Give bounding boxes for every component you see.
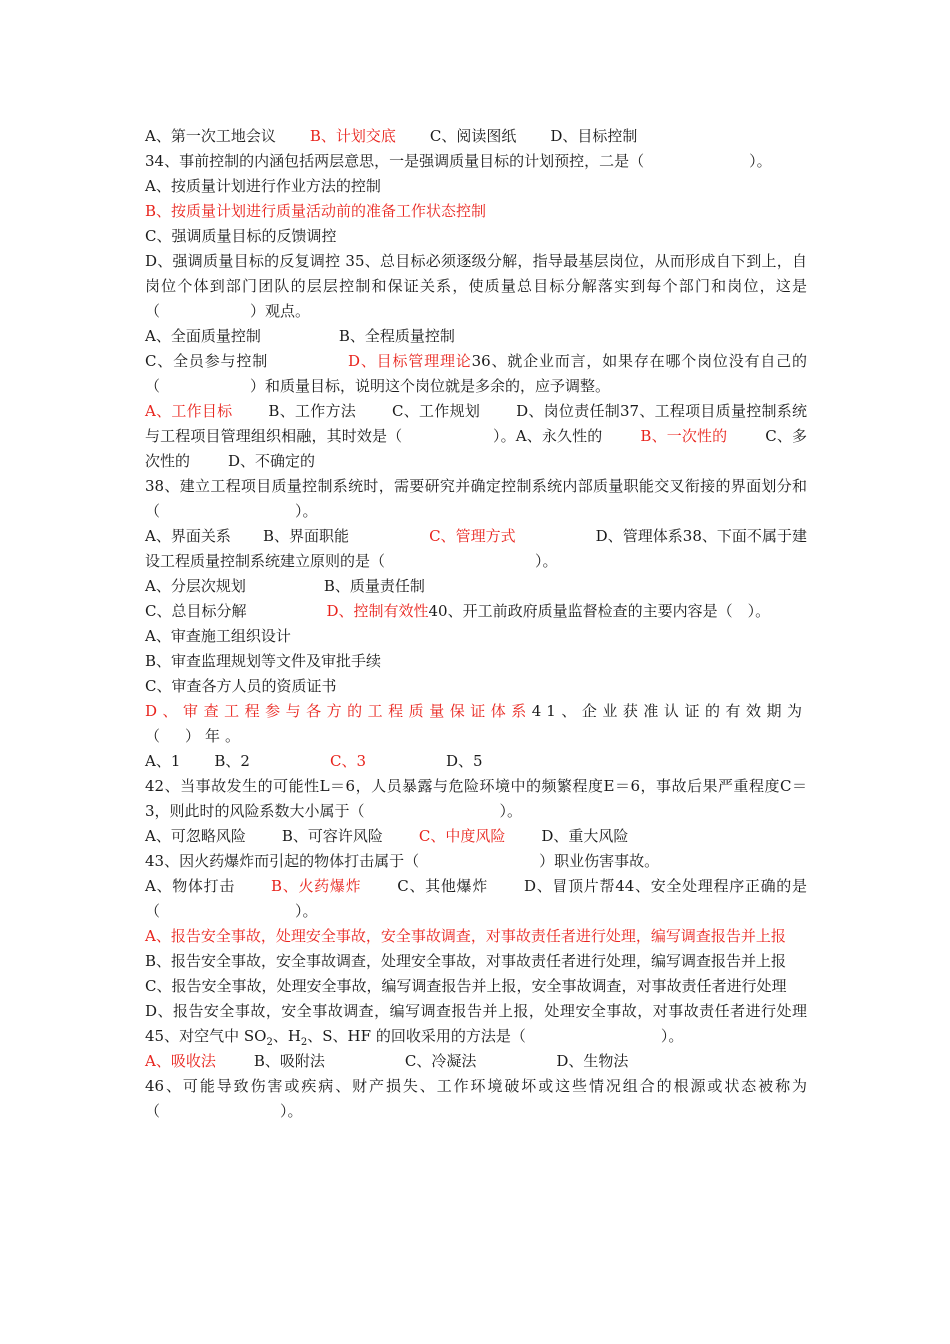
- option-a: A、1: [145, 752, 181, 770]
- option-c-answer: C、管理方式: [429, 527, 516, 545]
- q37-option-b-answer: B、一次性的: [640, 427, 728, 445]
- option-a-answer: A、吸收法: [145, 1052, 216, 1070]
- q41-stem: 41、企业获准认证的有效期为（ ）年。: [145, 702, 807, 745]
- q45-options: [145, 1049, 807, 1074]
- q44-option-b: B、报告安全事故，安全事故调查，处理安全事故，对事故责任者进行处理，编写调查报告并上报: [145, 952, 787, 970]
- option-a: A、分层次规划: [145, 577, 246, 595]
- option-d: D、冒顶片帮: [523, 877, 616, 895]
- q40-option-a: A、审查施工组织设计: [145, 627, 291, 645]
- q38-options-and-q38b-stem: [145, 524, 807, 574]
- q35-options-cd-and-q36-stem: [145, 349, 807, 399]
- q46-stem: 46、可能导致伤害或疾病、财产损失、工作环境破坏或这些情况组合的根源或状态被称为（ ）。: [145, 1077, 807, 1120]
- q38b-stem: 38、下面不属于建设工程质量控制系统建立原则的是（ ）。: [145, 527, 807, 570]
- q44-option-a-answer: A、报告安全事故，处理安全事故，安全事故调查，对事故责任者进行处理，编写调查报告并上报: [145, 927, 786, 945]
- q43-stem: 43、因火药爆炸而引起的物体打击属于（ ）职业伤害事故。: [145, 852, 660, 870]
- option-b: B、2: [214, 752, 250, 770]
- option-b-answer: B、火药爆炸: [271, 877, 362, 895]
- q37-option-c: C、多次性的: [145, 427, 807, 470]
- q40-option-d-and-q41-stem: [145, 699, 807, 749]
- q38b-options-cd-and-q40-stem: [145, 599, 807, 624]
- q44-option-d-and-q45-stem: D、报告安全事故，安全事故调查，编写调查报告并上报，处理安全事故，对事故责任者进行处理45、对空气中 $SO_2$、$H_2$、S、HF 的回收采用的方法是（ ）。: [145, 1002, 807, 1048]
- option-a: A、物体打击: [145, 877, 236, 895]
- option-d: D、5: [446, 752, 483, 770]
- q45-stem: 45、对空气中 $SO_2$、$H_2$、S、HF 的回收采用的方法是（ ）。: [145, 1027, 684, 1048]
- option-b: B、可容许风险: [281, 827, 383, 845]
- option-a-answer: A、工作目标: [145, 402, 233, 420]
- option-c: C、工作规划: [392, 402, 481, 420]
- option-c-answer: C、中度风险: [418, 827, 506, 845]
- option-d: D、岗位责任制: [516, 402, 620, 420]
- option-b: B、吸附法: [253, 1052, 325, 1070]
- option-c: C、阅读图纸: [429, 127, 517, 145]
- option-d-answer: D、控制有效性: [326, 602, 429, 620]
- q34-option-a: A、按质量计划进行作业方法的控制: [145, 177, 381, 195]
- option-d: D、管理体系: [595, 527, 683, 545]
- q42-options: [145, 824, 807, 849]
- option-b: B、全程质量控制: [338, 327, 455, 345]
- q40-option-c: C、审查各方人员的资质证书: [145, 677, 337, 695]
- option-a: A、第一次工地会议: [145, 127, 276, 145]
- option-c: C、冷凝法: [404, 1052, 477, 1070]
- option-d: D、生物法: [556, 1052, 629, 1070]
- option-c: C、全员参与控制: [145, 352, 269, 370]
- option-c-answer: C、3: [329, 752, 366, 770]
- option-b-answer: B、计划交底: [309, 127, 396, 145]
- q38-stem: 38、建立工程项目质量控制系统时，需要研究并确定控制系统内部质量职能交叉衔接的界面划分和（ ）。: [145, 477, 807, 520]
- q42-stem: 42、当事故发生的可能性L＝6，人员暴露与危险环境中的频繁程度E＝6，事故后果严重程度C＝3，则此时的风险系数大小属于（ ）。: [145, 777, 807, 820]
- option-b: B、工作方法: [268, 402, 357, 420]
- q40-stem: 40、开工前政府质量监督检查的主要内容是（ ）。: [428, 602, 771, 620]
- q35-options-ab: [145, 324, 807, 349]
- q38b-options-ab: [145, 574, 807, 599]
- option-a: A、全面质量控制: [145, 327, 261, 345]
- q36-options-and-q37: [145, 399, 807, 474]
- q34-option-c: C、强调质量目标的反馈调控: [145, 227, 337, 245]
- q40-option-b: B、审查监理规划等文件及审批手续: [145, 652, 382, 670]
- q37-option-a: A、永久性的: [515, 427, 603, 445]
- option-c: C、总目标分解: [145, 602, 247, 620]
- option-d: D、目标控制: [550, 127, 638, 145]
- option-c: C、其他爆炸: [397, 877, 488, 895]
- exam-document: [145, 124, 807, 1124]
- q34-stem: 34、事前控制的内涵包括两层意思，一是强调质量目标的计划预控，二是（ ）。: [145, 152, 772, 170]
- q36-stem: 36、就企业而言，如果存在哪个岗位没有自己的（ ）和质量目标，说明这个岗位就是多余的，应予调整。: [145, 352, 807, 395]
- option-d-answer: D、目标管理理论: [348, 352, 472, 370]
- option-b: B、质量责任制: [323, 577, 425, 595]
- option-b: B、界面职能: [262, 527, 350, 545]
- q44-option-c: C、报告安全事故，处理安全事故，编写调查报告并上报，安全事故调查，对事故责任者进行处理: [145, 977, 787, 995]
- q33-options: [145, 124, 807, 149]
- q37-stem: 37、工程项目质量控制系统与工程项目管理组织相融，其时效是（ ）。: [145, 402, 807, 445]
- q34-option-b-answer: B、按质量计划进行质量活动前的准备工作状态控制: [145, 202, 487, 220]
- option-d: D、重大风险: [541, 827, 629, 845]
- q43-options-and-q44-stem: [145, 874, 807, 924]
- q37-option-d: D、不确定的: [228, 452, 316, 470]
- q44-stem: 44、安全处理程序正确的是（ ）。: [145, 877, 807, 920]
- option-d-answer: D、审查工程参与各方的工程质量保证体系: [145, 702, 532, 720]
- q34-option-d-and-q35-stem: D、强调质量目标的反复调控 35、总目标必须逐级分解，指导最基层岗位，从而形成自下到上，自岗位个体到部门团队的层层控制和保证关系，使质量总目标分解落实到每个部门和岗位，这是（ ）观点。: [145, 252, 807, 320]
- option-a: A、界面关系: [145, 527, 231, 545]
- option-a: A、可忽略风险: [145, 827, 246, 845]
- q41-options: [145, 749, 807, 774]
